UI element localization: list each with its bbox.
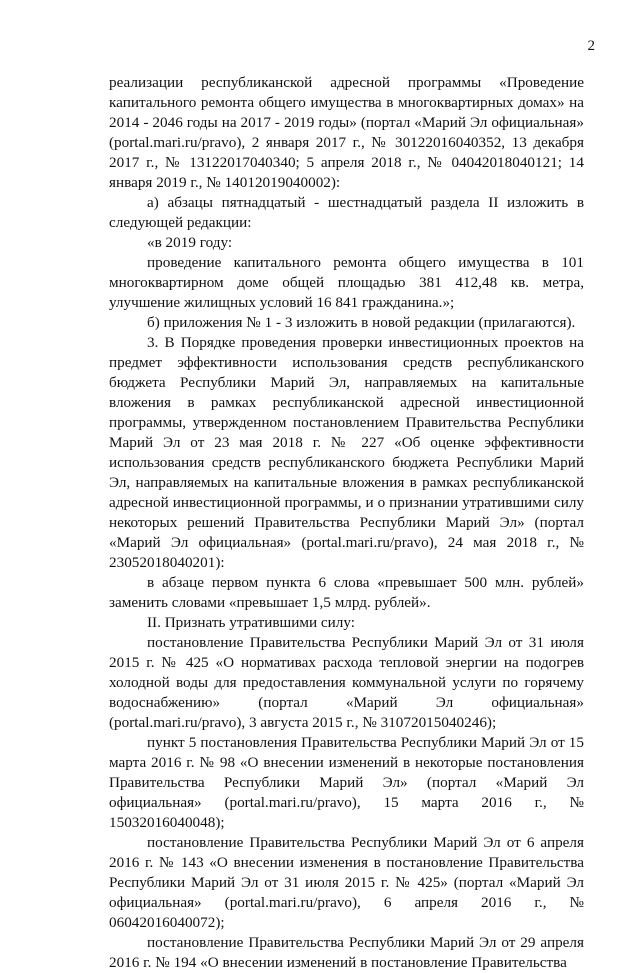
paragraph-section-3: 3. В Порядке проведения проверки инвестиционных проектов на предмет эффективности использования средств республиканского бюджета Республики Марий Эл, направляемых на капитальные вложения в рамках республиканской адресной инвестиционной программы, утвержденном постановлением Правительства Республики Марий Эл от 23 мая 2018 г. № 227 «Об оценке эффективности использования средств республиканского бюджета Республики Марий Эл, направляемых на капитальные вложения в рамках республиканской адресной инвестиционной программы, и о признании утратившими силу некоторых решений Правительства Республики Марий Эл» (портал «Марий Эл официальная» (portal.mari.ru/pravo), 24 мая 2018 г., № 23052018040201): — [109, 334, 584, 571]
paragraph-repair-volume: проведение капитального ремонта общего имущества в 101 многоквартирном доме общей площадью 381 412,48 кв. метра, улучшение жилищных условий 16 841 гражданина.»; — [109, 254, 584, 311]
paragraph-repeal-425: постановление Правительства Республики Марий Эл от 31 июля 2015 г. № 425 «О нормативах расхода тепловой энергии на подогрев холодной воды для предоставления коммунальной услуги по горячему водоснабжению» (портал «Марий Эл официальная» (portal.mari.ru/pravo), 3 августа 2015 г., № 31072015040246); — [109, 634, 584, 731]
paragraph-item-b: б) приложения № 1 - 3 изложить в новой редакции (прилагаются). — [147, 314, 576, 331]
paragraph-item-a: а) абзацы пятнадцатый - шестнадцатый раздела II изложить в следующей редакции: — [109, 194, 584, 231]
paragraph-repeal-143: постановление Правительства Республики Марий Эл от 6 апреля 2016 г. № 143 «О внесении изменения в постановление Правительства Республики Марий Эл от 31 июля 2015 г. № 425» (портал «Марий Эл официальная» (portal.mari.ru/pravo), 6 апреля 2016 г., № 06042016040072); — [109, 834, 584, 931]
paragraph-repeal-194: постановление Правительства Республики Марий Эл от 29 апреля 2016 г. № 194 «О внесении изменений в постановление Правительства — [109, 934, 584, 971]
paragraph-section-ii-heading: II. Признать утратившими силу: — [147, 614, 355, 631]
paragraph-point-6-amendment: в абзаце первом пункта 6 слова «превышает 500 млн. рублей» заменить словами «превышает 1,5 млрд. рублей». — [109, 574, 584, 611]
page-number: 2 — [587, 38, 595, 54]
paragraph-program-reference: реализации республиканской адресной программы «Проведение капитального ремонта общего имущества в многоквартирных домах» на 2014 - 2046 годы на 2017 - 2019 годы» (портал «Марий Эл официальная» (portal.mari.ru/pravo), 2 января 2017 г., № 30122016040352, 13 декабря 2017 г., № 13122017040340; 5 апреля 2018 г., № 04042018040121; 14 января 2019 г., № 14012019040002): — [109, 74, 584, 191]
document-body — [109, 73, 584, 973]
paragraph-quote-2019: «в 2019 году: — [147, 234, 233, 251]
paragraph-repeal-98: пункт 5 постановления Правительства Республики Марий Эл от 15 марта 2016 г. № 98 «О внесении изменений в некоторые постановления Правительства Республики Марий Эл» (портал «Марий Эл официальная» (portal.mari.ru/pravo), 15 марта 2016 г., № 15032016040048); — [109, 734, 584, 831]
